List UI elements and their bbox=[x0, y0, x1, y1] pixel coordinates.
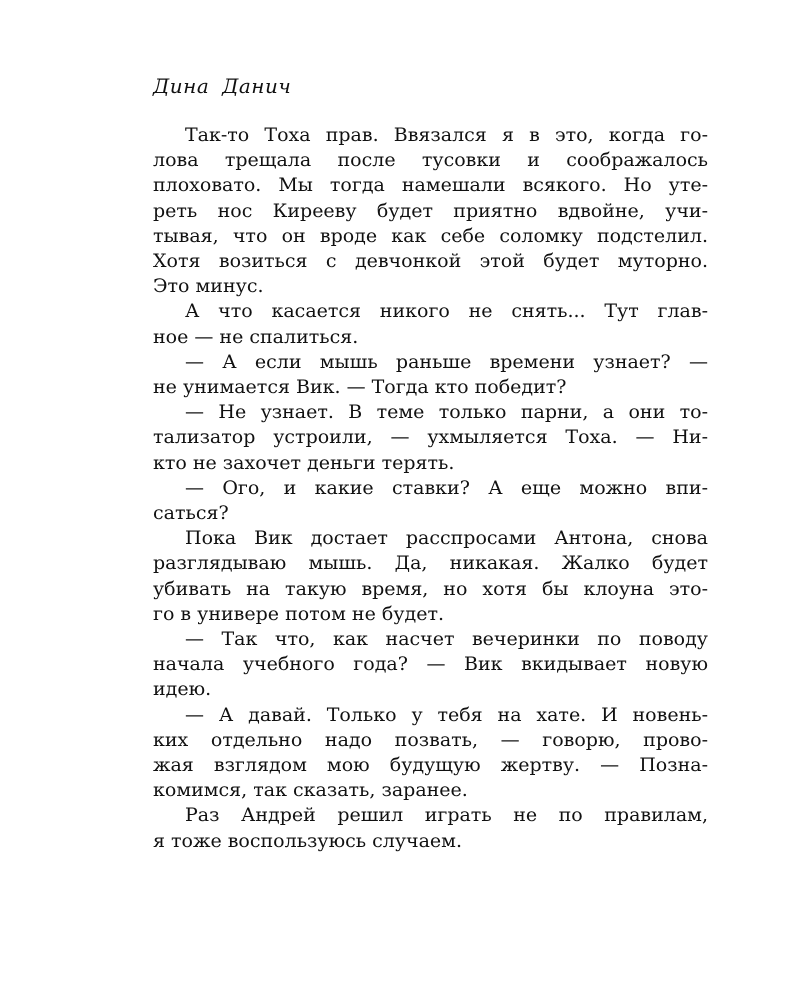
text-line: плоховато. Мы тогда намешали всякого. Но уте- bbox=[153, 174, 708, 197]
body-text bbox=[153, 123, 708, 854]
text-line: реть нос Кирееву будет приятно вдвойне, учи- bbox=[153, 199, 708, 222]
text-line: убивать на такую время, но хотя бы клоуна это- bbox=[153, 577, 708, 600]
text-line: — Ого, и какие ставки? А еще можно впи- bbox=[185, 476, 708, 499]
text-line: Пока Вик достает расспросами Антона, снова bbox=[185, 527, 708, 550]
text-line: комимся, так сказать, заранее. bbox=[153, 779, 468, 802]
text-line: не унимается Вик. — Тогда кто победит? bbox=[153, 376, 567, 399]
paragraph bbox=[153, 123, 708, 299]
text-line: го в универе потом не будет. bbox=[153, 602, 444, 625]
text-line: саться? bbox=[153, 502, 229, 525]
paragraph bbox=[153, 703, 708, 804]
text-line: кто не захочет деньги терять. bbox=[153, 451, 455, 474]
paragraph bbox=[153, 299, 708, 349]
paragraph bbox=[153, 627, 708, 703]
text-line: — А давай. Только у тебя на хате. И новень- bbox=[185, 703, 708, 726]
text-line: — Не узнает. В теме только парни, а они то- bbox=[185, 401, 708, 424]
text-line: Так-то Тоха прав. Ввязался я в это, когда го- bbox=[185, 124, 708, 146]
text-line: — А если мышь раньше времени узнает? — bbox=[185, 350, 708, 373]
text-line: ких отдельно надо позвать, — говорю, прово- bbox=[153, 728, 708, 751]
text-line: я тоже воспользуюсь случаем. bbox=[153, 829, 462, 852]
text-line: тализатор устроили, — ухмыляется Тоха. — Ни- bbox=[153, 426, 708, 449]
text-line: тывая, что он вроде как себе соломку подстелил. bbox=[153, 224, 708, 247]
text-line: идею. bbox=[153, 678, 212, 701]
text-line: начала учебного года? — Вик вкидывает новую bbox=[153, 653, 708, 676]
paragraph bbox=[153, 350, 708, 400]
text-line: Раз Андрей решил играть не по правилам, bbox=[185, 804, 708, 827]
text-line: Хотя возиться с девчонкой этой будет муторно. bbox=[153, 250, 708, 273]
text-line: Это минус. bbox=[153, 275, 264, 298]
text-line: — Так что, как насчет вечеринки по поводу bbox=[185, 628, 708, 651]
paragraph bbox=[153, 803, 708, 853]
text-line: ное — не спалиться. bbox=[153, 325, 359, 348]
paragraph bbox=[153, 476, 708, 526]
running-header-author: Дина Данич bbox=[153, 74, 292, 98]
text-line: лова трещала после тусовки и соображалось bbox=[153, 149, 708, 172]
paragraph bbox=[153, 400, 708, 476]
text-line: разглядываю мышь. Да, никакая. Жалко будет bbox=[153, 552, 708, 575]
text-line: А что касается никого не снять... Тут глав- bbox=[185, 300, 708, 323]
paragraph bbox=[153, 526, 708, 627]
text-line: жая взглядом мою будущую жертву. — Позна- bbox=[153, 754, 708, 777]
